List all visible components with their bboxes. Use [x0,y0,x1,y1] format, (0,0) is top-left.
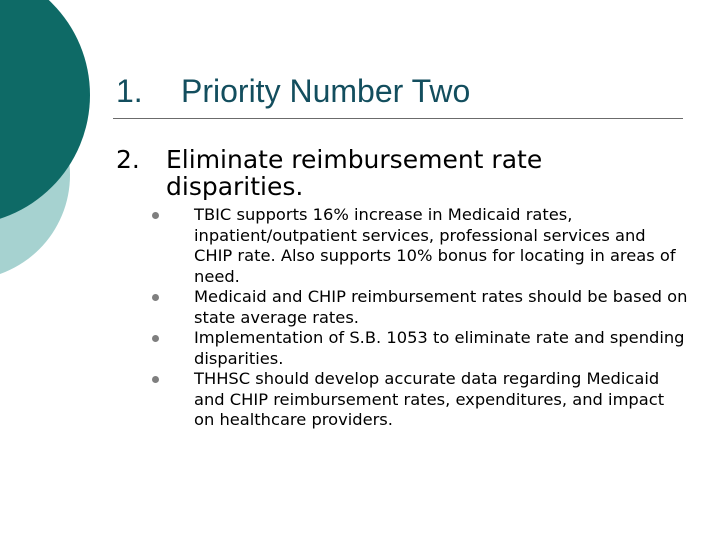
bullet-item [148,287,688,328]
slide-title-text: Priority Number Two [181,73,471,109]
bullet-dot-icon [152,294,159,301]
bullet-text: Medicaid and CHIP reimbursement rates should be based on state average rates. [194,287,688,327]
bullet-dot-icon [152,376,159,383]
bullet-dot-icon [152,335,159,342]
bullet-list [148,205,688,431]
title-divider [113,118,683,119]
bullet-item [148,328,688,369]
bullet-text: TBIC supports 16% increase in Medicaid rates, inpatient/outpatient services, professional services and CHIP rate. Also supports 10% bonus for locating in areas of need. [194,205,676,286]
main-point-number: 2. [116,145,140,174]
slide-title-number: 1. [116,73,143,109]
bullet-text: Implementation of S.B. 1053 to eliminate rate and spending disparities. [194,328,685,368]
bullet-text: THHSC should develop accurate data regarding Medicaid and CHIP reimbursement rates, expenditures, and impact on healthcare providers. [194,369,665,429]
slide-title [116,68,676,114]
bullet-item [148,205,688,287]
bullet-item [148,369,688,431]
bullet-dot-icon [152,212,159,219]
main-point-text: Eliminate reimbursement rate disparities. [166,145,543,201]
dark-circle-shape [0,0,90,225]
